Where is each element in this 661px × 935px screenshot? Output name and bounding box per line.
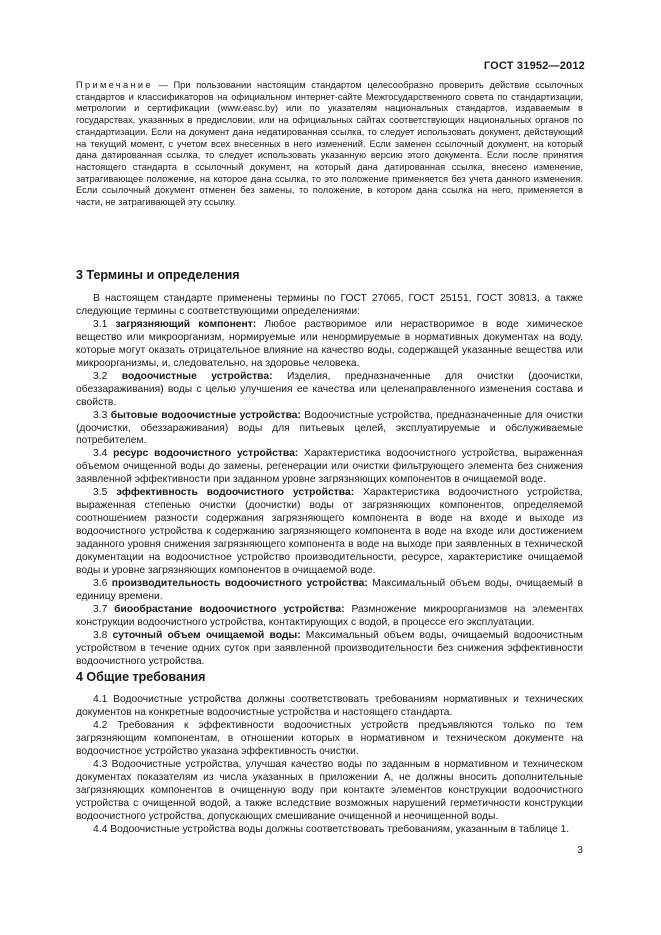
requirement-item: 4.1 Водоочистные устройства должны соответствовать требованиям нормативных и технических документов на конкретные водоочистные устройства и настоящего стандарта. bbox=[76, 694, 583, 718]
note-dash: — bbox=[152, 80, 174, 90]
note-text: При пользовании настоящим стандартом целесообразно проверить действие ссылочных стандартов и классификаторов на официальном интернет-сайте Межгосударственного совета по стандартизации, метрологии и сертификации (www.easc.by) или по указателям национальных стандартов, издаваемым в государствах, указанных в предисловии, или на официальных сайтах соответствующих национальных органов по стандартизации. Если на документ дана недатированная ссылка, то следует использовать документ, действующий на текущий момент, с учетом всех внесенных в него изменений. Если заменен ссылочный документ, на который дана датированная ссылка, то следует использовать указанную версию этого документа. Если после принятия настоящего стандарта в ссылочный документ, на который дана датированная ссылка, внесено изменение, затрагивающее положение, на которое дана ссылка, то это положение применяется без учета данного изменения. Если ссылочный документ отменен без замены, то положение, в котором дана ссылка на него, применяется в части, не затрагивающей эту ссылку. bbox=[76, 80, 583, 208]
note-label: Примечание bbox=[76, 80, 153, 90]
term-item: 3.3 бытовые водоочистные устройства: Водоочистные устройства, предназначенные для очистки (доочистки, обеззараживания) воды для питьевых целей, эксплуатируемые и обслуживаемые потребителем. bbox=[76, 409, 583, 447]
term-item: 3.4 ресурс водоочистного устройства: Характеристика водоочистного устройства, выраженная объемом очищенной воды до замены, регенерации или очистки фильтрующего элемента без снижения заявленной эффективности при заданном уровне загрязняющих компонентов в очищаемой воде. bbox=[76, 448, 583, 486]
page-number: 3 bbox=[577, 844, 583, 856]
document-id: ГОСТ 31952—2012 bbox=[483, 60, 585, 72]
requirement-item: 4.4 Водоочистные устройства воды должны соответствовать требованиям, указанным в таблице 1. bbox=[93, 823, 570, 835]
term-item: 3.5 эффективность водоочистного устройства: Характеристика водоочистного устройства, выраженная степенью очистки (доочистки) воды от загрязняющих компонентов, определяемой соотношением разности содержания загрязняющего компонента в воде на входе и выходе из водоочистного устройства к содержанию загрязняющего компонента в воде на входе или достижением заданного уровня снижения загрязняющего компонента в воде на выходе при заявленных в технической документации на водоочистное устройство производительности, ресурсе, характеристике очищаемой воды и уровне загрязняющих компонентов в очищаемой воде. bbox=[76, 487, 583, 577]
section-4-title: 4 Общие требования bbox=[76, 670, 206, 684]
section-4-body bbox=[76, 694, 583, 836]
term-item: 3.2 водоочистные устройства: Изделия, предназначенные для очистки (доочистки, обеззараживания) воды с целью улучшения ее качества или целенаправленного изменения состава и свойств. bbox=[76, 370, 583, 408]
requirement-item: 4.2 Требования к эффективности водоочистных устройств предъявляются только по тем загрязняющим компонентам, в отношении которых в нормативном и техническом документе на водоочистное устройство указана эффективность очистки. bbox=[76, 719, 583, 757]
term-item: 3.7 биообрастание водоочистного устройства: Размножение микроорганизмов на элементах конструкции водоочистного устройства, контактирующих с водой, в процессе его эксплуатации. bbox=[76, 603, 583, 628]
term-item: 3.8 суточный объем очищаемой воды: Максимальный объем воды, очищаемый водоочистным устройством в течение одних суток при заявленной производительности без снижения эффективности водоочистного устройства. bbox=[76, 629, 583, 667]
section-3-body bbox=[76, 293, 583, 669]
term-item: 3.1 загрязняющий компонент: Любое растворимое или нерастворимое в воде химическое вещество или микроорганизм, нормируемые или ненормируемые в нормативных документах на воду, которые могут оказать отрицательное влияние на качество воды, содержащей указанные вещества или микроорганизмы, и, следовательно, на здоровье человека. bbox=[76, 318, 583, 369]
requirement-item: 4.3 Водоочистные устройства, улучшая качество воды по заданным в нормативном и техническом документах показателям из числа указанных в приложении А, не должны вносить дополнительные загрязняющих компонентов в очищенную воду при контакте элементов конструкции водоочистного устройства с очищенной водой, а также вследствие возможных нарушений герметичности конструкции водоочистного устройства, допускающих смешивание очищенной и неочищенной воды. bbox=[76, 758, 583, 822]
section-3-intro: В настоящем стандарте применены термины по ГОСТ 27065, ГОСТ 25151, ГОСТ 30813, а также следующие термины с соответствующими определениями: bbox=[76, 293, 583, 317]
term-item: 3.6 производительность водоочистного устройства: Максимальный объем воды, очищаемый в единицу времени. bbox=[76, 577, 583, 602]
section-3-title: 3 Термины и определения bbox=[76, 268, 240, 282]
note-block bbox=[76, 80, 583, 209]
